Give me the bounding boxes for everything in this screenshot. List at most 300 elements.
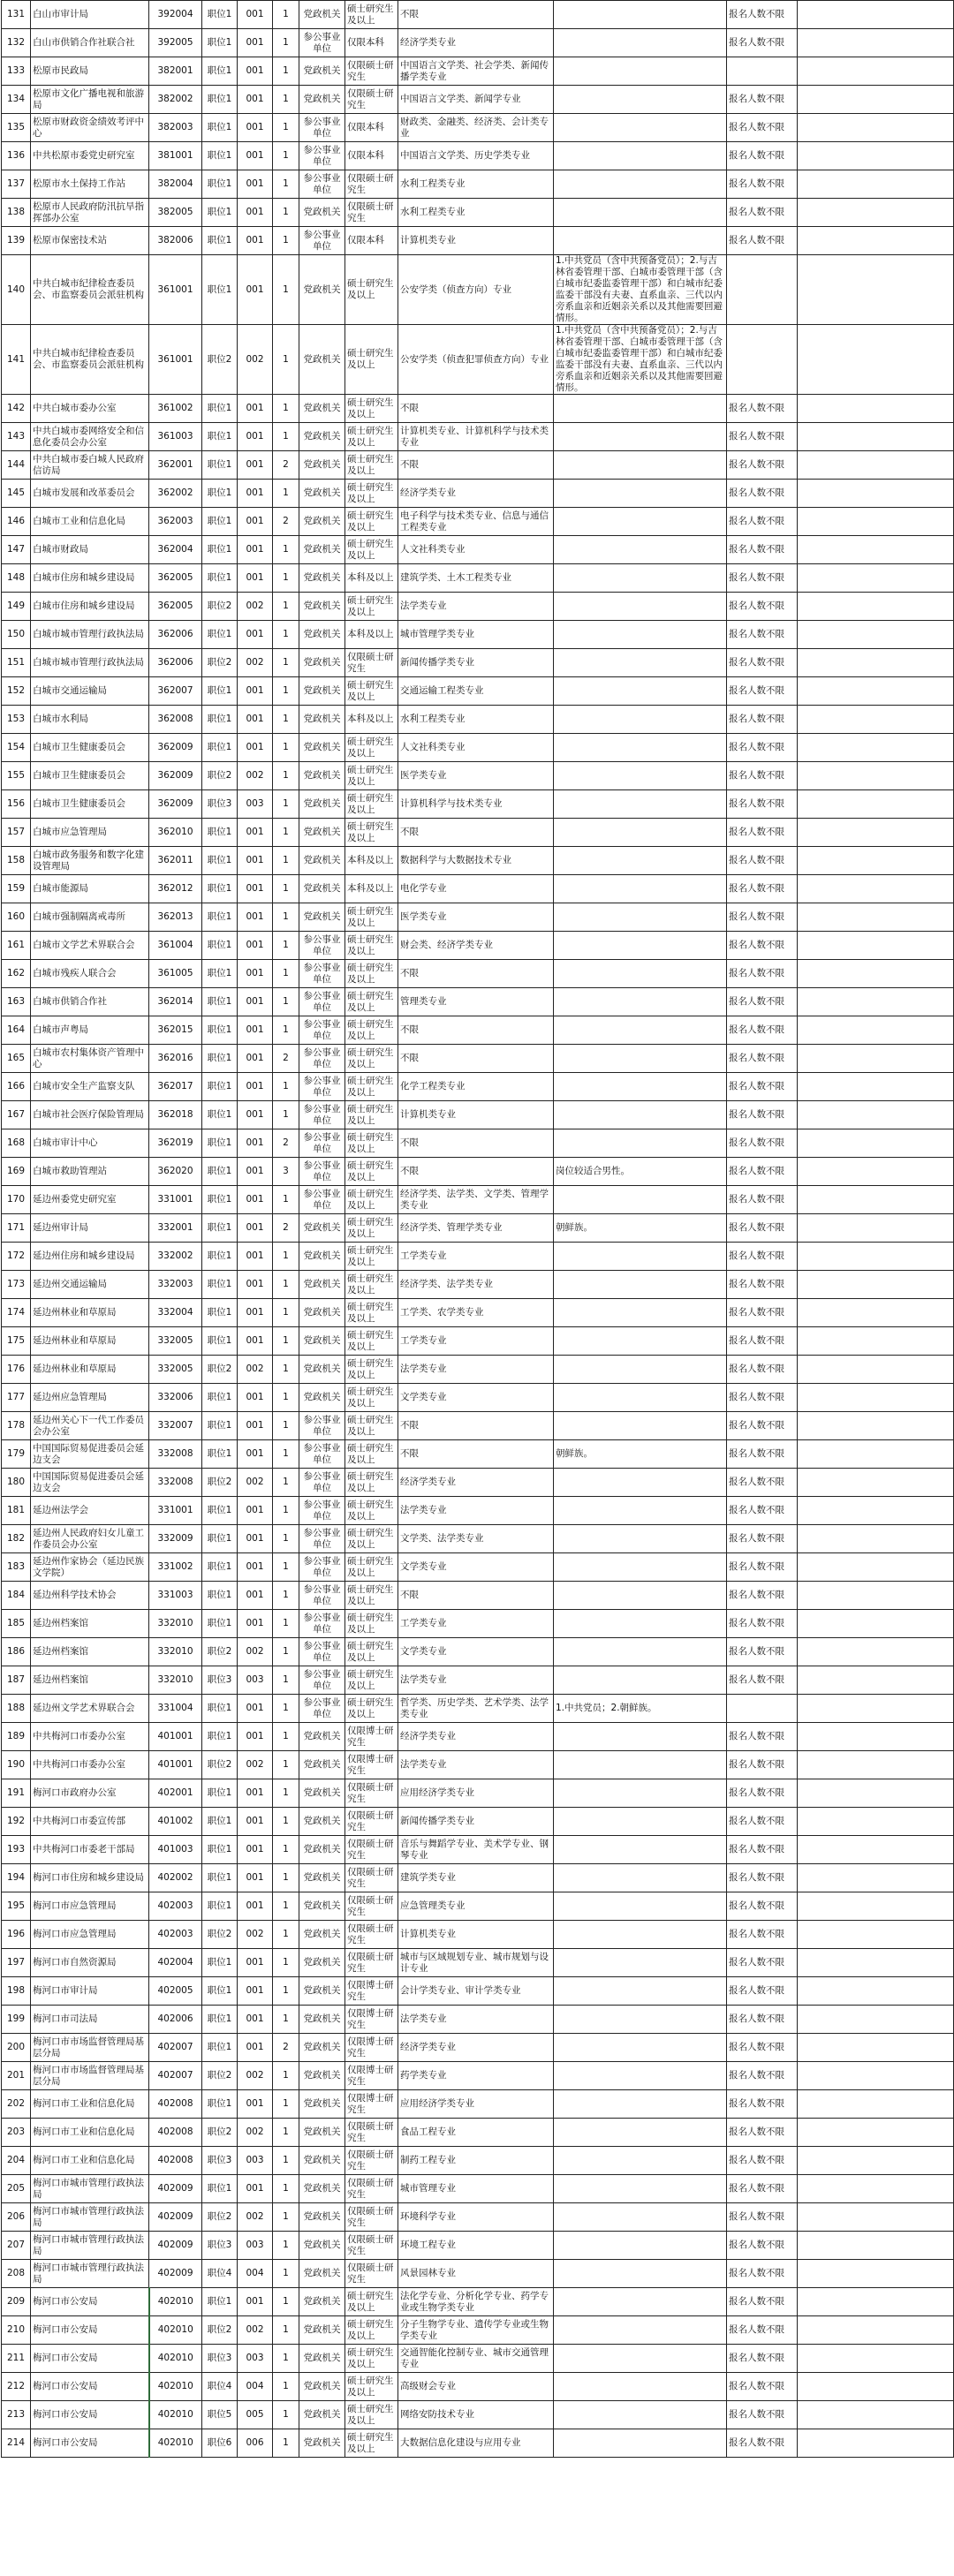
table-cell: 党政机关 bbox=[299, 480, 345, 508]
table-cell: 001 bbox=[238, 1016, 273, 1045]
table-cell: 财政类、金融类、经济类、会计类专业 bbox=[398, 114, 554, 142]
table-cell bbox=[727, 325, 798, 395]
table-row bbox=[2, 621, 954, 649]
table-cell bbox=[798, 2090, 954, 2119]
table-cell: 职位1 bbox=[202, 142, 238, 170]
table-cell: 职位1 bbox=[202, 960, 238, 988]
table-cell: 报名人数不限 bbox=[727, 2203, 798, 2232]
table-cell: 001 bbox=[238, 1214, 273, 1243]
table-cell: 1 bbox=[273, 819, 299, 847]
table-cell: 001 bbox=[238, 1440, 273, 1469]
table-cell: 职位1 bbox=[202, 57, 238, 86]
table-cell: 职位1 bbox=[202, 480, 238, 508]
table-cell: 参公事业单位 bbox=[299, 1553, 345, 1582]
table-cell: 402009 bbox=[149, 2203, 202, 2232]
table-cell bbox=[554, 1638, 727, 1666]
table-cell: 硕士研究生及以上 bbox=[345, 1412, 398, 1440]
table-cell bbox=[554, 762, 727, 790]
table-cell bbox=[798, 875, 954, 903]
table-cell: 2 bbox=[273, 508, 299, 536]
table-cell: 白城市救助管理站 bbox=[31, 1158, 149, 1186]
table-row bbox=[2, 536, 954, 564]
table-cell bbox=[798, 227, 954, 255]
table-cell: 报名人数不限 bbox=[727, 1582, 798, 1610]
table-cell: 不限 bbox=[398, 451, 554, 480]
table-cell: 仅限硕士研究生 bbox=[345, 649, 398, 677]
table-cell: 环境科学专业 bbox=[398, 2203, 554, 2232]
table-cell: 001 bbox=[238, 1864, 273, 1892]
table-cell: 001 bbox=[238, 57, 273, 86]
table-cell: 1 bbox=[273, 1016, 299, 1045]
table-cell: 城市管理学类专业 bbox=[398, 621, 554, 649]
table-row bbox=[2, 1045, 954, 1073]
table-cell: 报名人数不限 bbox=[727, 199, 798, 227]
table-cell: 1 bbox=[273, 227, 299, 255]
table-cell: 362014 bbox=[149, 988, 202, 1016]
table-cell: 工学类、农学类专业 bbox=[398, 1299, 554, 1327]
table-cell: 402010 bbox=[149, 2345, 202, 2373]
table-row bbox=[2, 2203, 954, 2232]
table-row bbox=[2, 395, 954, 423]
table-cell: 1 bbox=[273, 2401, 299, 2429]
table-cell: 141 bbox=[2, 325, 31, 395]
table-cell: 职位1 bbox=[202, 1836, 238, 1864]
table-cell: 硕士研究生及以上 bbox=[345, 1384, 398, 1412]
table-cell: 白城市住房和城乡建设局 bbox=[31, 593, 149, 621]
table-cell: 风景园林专业 bbox=[398, 2260, 554, 2288]
table-cell: 332008 bbox=[149, 1469, 202, 1497]
table-cell: 382005 bbox=[149, 199, 202, 227]
table-cell: 白城市强制隔离戒毒所 bbox=[31, 903, 149, 932]
table-cell: 382003 bbox=[149, 114, 202, 142]
table-cell: 党政机关 bbox=[299, 2260, 345, 2288]
table-cell: 402009 bbox=[149, 2175, 202, 2203]
table-cell: 402004 bbox=[149, 1949, 202, 1977]
table-cell: 党政机关 bbox=[299, 1808, 345, 1836]
table-cell bbox=[798, 847, 954, 875]
table-cell: 计算机类专业 bbox=[398, 227, 554, 255]
table-row bbox=[2, 1779, 954, 1808]
table-cell: 1 bbox=[273, 57, 299, 86]
table-row bbox=[2, 1751, 954, 1779]
table-cell: 2 bbox=[273, 1214, 299, 1243]
table-cell bbox=[554, 1723, 727, 1751]
table-cell bbox=[554, 2260, 727, 2288]
table-cell: 报名人数不限 bbox=[727, 2401, 798, 2429]
table-cell bbox=[798, 1836, 954, 1864]
table-cell: 001 bbox=[238, 395, 273, 423]
table-cell: 医学类专业 bbox=[398, 903, 554, 932]
table-cell: 梅河口市城市管理行政执法局 bbox=[31, 2232, 149, 2260]
table-cell: 仅限硕士研究生 bbox=[345, 86, 398, 114]
table-cell: 仅限硕士研究生 bbox=[345, 2175, 398, 2203]
table-cell: 职位1 bbox=[202, 1864, 238, 1892]
table-cell bbox=[554, 1356, 727, 1384]
table-cell: 参公事业单位 bbox=[299, 170, 345, 199]
table-cell: 报名人数不限 bbox=[727, 2147, 798, 2175]
table-cell: 参公事业单位 bbox=[299, 1469, 345, 1497]
table-cell: 硕士研究生及以上 bbox=[345, 1214, 398, 1243]
table-cell: 1 bbox=[273, 2316, 299, 2345]
table-cell: 1 bbox=[273, 621, 299, 649]
table-cell: 硕士研究生及以上 bbox=[345, 1469, 398, 1497]
table-row bbox=[2, 1129, 954, 1158]
table-cell: 职位1 bbox=[202, 1695, 238, 1723]
table-cell: 党政机关 bbox=[299, 2175, 345, 2203]
table-cell: 145 bbox=[2, 480, 31, 508]
table-cell: 报名人数不限 bbox=[727, 1243, 798, 1271]
table-cell: 报名人数不限 bbox=[727, 706, 798, 734]
table-row bbox=[2, 2090, 954, 2119]
table-cell: 006 bbox=[238, 2429, 273, 2458]
table-cell: 002 bbox=[238, 2062, 273, 2090]
table-row bbox=[2, 2062, 954, 2090]
table-row bbox=[2, 819, 954, 847]
table-cell: 党政机关 bbox=[299, 1864, 345, 1892]
table-cell bbox=[798, 1808, 954, 1836]
table-cell: 205 bbox=[2, 2175, 31, 2203]
table-cell: 硕士研究生及以上 bbox=[345, 1327, 398, 1356]
table-cell: 电子科学与技术类专业、信息与通信工程类专业 bbox=[398, 508, 554, 536]
table-cell: 报名人数不限 bbox=[727, 2260, 798, 2288]
table-cell: 002 bbox=[238, 2203, 273, 2232]
table-cell: 1 bbox=[273, 142, 299, 170]
table-cell: 白城市水利局 bbox=[31, 706, 149, 734]
table-row bbox=[2, 1808, 954, 1836]
table-cell bbox=[554, 86, 727, 114]
table-cell: 报名人数不限 bbox=[727, 2288, 798, 2316]
table-cell: 402006 bbox=[149, 2006, 202, 2034]
table-cell: 001 bbox=[238, 1101, 273, 1129]
table-cell: 职位1 bbox=[202, 423, 238, 451]
table-cell: 水利工程类专业 bbox=[398, 199, 554, 227]
table-cell: 延边州人民政府妇女儿童工作委员会办公室 bbox=[31, 1525, 149, 1553]
table-row bbox=[2, 1186, 954, 1214]
table-cell: 报名人数不限 bbox=[727, 1356, 798, 1384]
table-cell: 党政机关 bbox=[299, 2373, 345, 2401]
table-cell bbox=[798, 1582, 954, 1610]
table-cell: 报名人数不限 bbox=[727, 1525, 798, 1553]
table-cell: 中国国际贸易促进委员会延边支会 bbox=[31, 1469, 149, 1497]
table-cell: 135 bbox=[2, 114, 31, 142]
table-cell: 仅限本科 bbox=[345, 29, 398, 57]
table-cell bbox=[798, 988, 954, 1016]
table-cell bbox=[554, 1101, 727, 1129]
table-cell: 党政机关 bbox=[299, 2090, 345, 2119]
table-cell: 001 bbox=[238, 536, 273, 564]
table-cell bbox=[798, 29, 954, 57]
table-cell: 党政机关 bbox=[299, 564, 345, 593]
table-cell bbox=[554, 621, 727, 649]
table-cell bbox=[798, 451, 954, 480]
table-cell: 硕士研究生及以上 bbox=[345, 1553, 398, 1582]
table-cell: 职位1 bbox=[202, 1723, 238, 1751]
table-cell: 210 bbox=[2, 2316, 31, 2345]
table-cell: 报名人数不限 bbox=[727, 2429, 798, 2458]
table-cell: 1.中共党员（含中共预备党员）；2.与吉林省委管理干部、白城市委管理干部（含白城市纪委监委管理干部）和白城市纪委监委干部没有夫妻、直系血亲、三代以内旁系血亲和近姻亲关系以及其他需要回避情形。 bbox=[554, 325, 727, 395]
table-cell: 职位1 bbox=[202, 1412, 238, 1440]
table-cell: 001 bbox=[238, 875, 273, 903]
table-row bbox=[2, 1695, 954, 1723]
table-cell: 白城市发展和改革委员会 bbox=[31, 480, 149, 508]
table-cell: 1 bbox=[273, 2203, 299, 2232]
table-cell: 职位3 bbox=[202, 790, 238, 819]
table-cell: 梅河口市公安局 bbox=[31, 2429, 149, 2458]
table-row bbox=[2, 564, 954, 593]
table-cell: 332005 bbox=[149, 1356, 202, 1384]
table-cell: 332003 bbox=[149, 1271, 202, 1299]
table-cell: 1 bbox=[273, 423, 299, 451]
table-cell: 332008 bbox=[149, 1440, 202, 1469]
table-cell: 职位1 bbox=[202, 1779, 238, 1808]
table-cell: 报名人数不限 bbox=[727, 1440, 798, 1469]
table-cell: 党政机关 bbox=[299, 1214, 345, 1243]
table-cell bbox=[554, 1412, 727, 1440]
table-cell: 2 bbox=[273, 451, 299, 480]
table-cell: 159 bbox=[2, 875, 31, 903]
table-cell: 硕士研究生及以上 bbox=[345, 593, 398, 621]
table-cell: 梅河口市司法局 bbox=[31, 2006, 149, 2034]
table-cell: 梅河口市工业和信息化局 bbox=[31, 2090, 149, 2119]
table-cell: 402010 bbox=[149, 2316, 202, 2345]
table-cell: 1 bbox=[273, 564, 299, 593]
table-cell bbox=[554, 706, 727, 734]
table-cell: 392004 bbox=[149, 1, 202, 29]
table-cell bbox=[798, 57, 954, 86]
table-cell: 402010 bbox=[149, 2373, 202, 2401]
table-cell: 362009 bbox=[149, 734, 202, 762]
table-cell: 报名人数不限 bbox=[727, 1638, 798, 1666]
table-cell bbox=[554, 1243, 727, 1271]
table-cell: 延边州林业和草原局 bbox=[31, 1327, 149, 1356]
table-cell bbox=[798, 1016, 954, 1045]
table-cell: 党政机关 bbox=[299, 86, 345, 114]
table-cell bbox=[798, 790, 954, 819]
table-cell: 梅河口市公安局 bbox=[31, 2345, 149, 2373]
table-cell: 梅河口市公安局 bbox=[31, 2401, 149, 2429]
table-cell: 报名人数不限 bbox=[727, 2090, 798, 2119]
table-cell: 报名人数不限 bbox=[727, 1129, 798, 1158]
table-cell: 报名人数不限 bbox=[727, 1808, 798, 1836]
table-cell bbox=[798, 1638, 954, 1666]
table-row bbox=[2, 1073, 954, 1101]
table-cell: 报名人数不限 bbox=[727, 1921, 798, 1949]
table-cell bbox=[554, 1751, 727, 1779]
table-cell: 白城市住房和城乡建设局 bbox=[31, 564, 149, 593]
table-cell bbox=[798, 1158, 954, 1186]
table-cell: 延边州林业和草原局 bbox=[31, 1356, 149, 1384]
table-cell: 001 bbox=[238, 451, 273, 480]
table-cell bbox=[798, 2260, 954, 2288]
table-cell: 报名人数不限 bbox=[727, 1214, 798, 1243]
table-cell bbox=[554, 480, 727, 508]
table-row bbox=[2, 875, 954, 903]
table-row bbox=[2, 1016, 954, 1045]
table-cell: 职位1 bbox=[202, 2288, 238, 2316]
table-cell: 职位1 bbox=[202, 2006, 238, 2034]
table-cell: 参公事业单位 bbox=[299, 960, 345, 988]
table-cell: 1 bbox=[273, 790, 299, 819]
table-cell: 参公事业单位 bbox=[299, 988, 345, 1016]
table-cell: 职位1 bbox=[202, 536, 238, 564]
table-cell: 新闻传播学类专业 bbox=[398, 1808, 554, 1836]
table-cell: 001 bbox=[238, 2006, 273, 2034]
table-row bbox=[2, 2034, 954, 2062]
table-cell: 公安学类（侦查方向）专业 bbox=[398, 255, 554, 325]
table-cell: 应用经济学类专业 bbox=[398, 1779, 554, 1808]
table-cell: 002 bbox=[238, 1638, 273, 1666]
table-cell: 职位1 bbox=[202, 1808, 238, 1836]
table-cell: 001 bbox=[238, 1497, 273, 1525]
table-cell: 197 bbox=[2, 1949, 31, 1977]
table-cell: 职位1 bbox=[202, 395, 238, 423]
table-cell bbox=[798, 2345, 954, 2373]
table-cell: 音乐与舞蹈学专业、美术学专业、钢琴专业 bbox=[398, 1836, 554, 1864]
table-cell: 362010 bbox=[149, 819, 202, 847]
table-cell bbox=[798, 1412, 954, 1440]
table-cell: 白城市社会医疗保险管理局 bbox=[31, 1101, 149, 1129]
table-cell: 报名人数不限 bbox=[727, 903, 798, 932]
table-cell: 法学类专业 bbox=[398, 2006, 554, 2034]
table-cell bbox=[798, 2006, 954, 2034]
table-cell: 194 bbox=[2, 1864, 31, 1892]
table-cell bbox=[554, 2034, 727, 2062]
table-cell: 应急管理类专业 bbox=[398, 1892, 554, 1921]
table-row bbox=[2, 1327, 954, 1356]
table-cell: 001 bbox=[238, 1525, 273, 1553]
table-cell bbox=[554, 734, 727, 762]
table-cell bbox=[798, 1186, 954, 1214]
table-cell bbox=[554, 1186, 727, 1214]
table-cell: 职位2 bbox=[202, 2062, 238, 2090]
table-cell: 151 bbox=[2, 649, 31, 677]
table-cell: 204 bbox=[2, 2147, 31, 2175]
table-cell: 梅河口市城市管理行政执法局 bbox=[31, 2260, 149, 2288]
table-cell: 党政机关 bbox=[299, 903, 345, 932]
table-cell: 1 bbox=[273, 1356, 299, 1384]
table-cell: 硕士研究生及以上 bbox=[345, 2345, 398, 2373]
table-cell: 002 bbox=[238, 325, 273, 395]
table-cell: 仅限硕士研究生 bbox=[345, 2203, 398, 2232]
table-cell: 1 bbox=[273, 325, 299, 395]
table-cell: 157 bbox=[2, 819, 31, 847]
table-cell: 001 bbox=[238, 227, 273, 255]
table-cell bbox=[554, 1949, 727, 1977]
table-cell bbox=[554, 142, 727, 170]
table-cell: 中共梅河口市委办公室 bbox=[31, 1723, 149, 1751]
table-cell: 松原市水土保持工作站 bbox=[31, 170, 149, 199]
table-cell: 职位2 bbox=[202, 649, 238, 677]
table-cell: 003 bbox=[238, 1666, 273, 1695]
table-cell: 党政机关 bbox=[299, 790, 345, 819]
table-cell: 党政机关 bbox=[299, 1, 345, 29]
table-cell: 报名人数不限 bbox=[727, 227, 798, 255]
table-cell: 1 bbox=[273, 1808, 299, 1836]
table-cell: 白城市工业和信息化局 bbox=[31, 508, 149, 536]
table-cell: 职位6 bbox=[202, 2429, 238, 2458]
table-cell bbox=[554, 1497, 727, 1525]
table-cell: 职位1 bbox=[202, 227, 238, 255]
table-cell bbox=[798, 2401, 954, 2429]
table-cell: 硕士研究生及以上 bbox=[345, 536, 398, 564]
table-cell: 001 bbox=[238, 988, 273, 1016]
table-cell: 191 bbox=[2, 1779, 31, 1808]
table-cell: 1 bbox=[273, 2090, 299, 2119]
table-cell: 报名人数不限 bbox=[727, 1836, 798, 1864]
table-cell: 白城市审计中心 bbox=[31, 1129, 149, 1158]
table-cell: 硕士研究生及以上 bbox=[345, 903, 398, 932]
table-cell: 化学工程类专业 bbox=[398, 1073, 554, 1101]
table-cell: 报名人数不限 bbox=[727, 932, 798, 960]
table-cell: 报名人数不限 bbox=[727, 2232, 798, 2260]
table-cell: 报名人数不限 bbox=[727, 86, 798, 114]
table-cell: 401001 bbox=[149, 1751, 202, 1779]
table-row bbox=[2, 57, 954, 86]
table-cell: 001 bbox=[238, 819, 273, 847]
table-row bbox=[2, 1921, 954, 1949]
table-cell: 报名人数不限 bbox=[727, 1497, 798, 1525]
table-cell: 1 bbox=[273, 1553, 299, 1582]
table-cell bbox=[798, 423, 954, 451]
table-cell: 中共白城市委白城人民政府信访局 bbox=[31, 451, 149, 480]
table-cell: 白城市交通运输局 bbox=[31, 677, 149, 706]
table-cell: 332010 bbox=[149, 1610, 202, 1638]
table-cell: 1 bbox=[273, 847, 299, 875]
table-cell: 党政机关 bbox=[299, 2288, 345, 2316]
table-cell: 2 bbox=[273, 1129, 299, 1158]
table-cell bbox=[798, 325, 954, 395]
table-cell bbox=[554, 1610, 727, 1638]
table-cell: 硕士研究生及以上 bbox=[345, 988, 398, 1016]
table-cell: 硕士研究生及以上 bbox=[345, 395, 398, 423]
table-cell: 党政机关 bbox=[299, 2119, 345, 2147]
table-row bbox=[2, 199, 954, 227]
table-cell: 硕士研究生及以上 bbox=[345, 1073, 398, 1101]
table-cell: 中国语言文学类、历史学类专业 bbox=[398, 142, 554, 170]
table-cell: 180 bbox=[2, 1469, 31, 1497]
table-cell bbox=[554, 114, 727, 142]
table-cell: 001 bbox=[238, 1695, 273, 1723]
table-cell: 1 bbox=[273, 1977, 299, 2006]
table-cell bbox=[798, 706, 954, 734]
table-cell bbox=[798, 1751, 954, 1779]
table-cell bbox=[798, 1666, 954, 1695]
table-cell: 报名人数不限 bbox=[727, 1610, 798, 1638]
table-cell: 144 bbox=[2, 451, 31, 480]
table-cell: 1 bbox=[273, 1892, 299, 1921]
table-cell: 会计学类专业、审计学类专业 bbox=[398, 1977, 554, 2006]
table-cell: 党政机关 bbox=[299, 706, 345, 734]
table-cell: 党政机关 bbox=[299, 1271, 345, 1299]
table-cell: 报名人数不限 bbox=[727, 988, 798, 1016]
table-cell: 332010 bbox=[149, 1638, 202, 1666]
table-cell: 153 bbox=[2, 706, 31, 734]
table-cell: 仅限硕士研究生 bbox=[345, 1921, 398, 1949]
table-cell: 报名人数不限 bbox=[727, 1553, 798, 1582]
table-cell bbox=[798, 2232, 954, 2260]
table-cell: 岗位较适合男性。 bbox=[554, 1158, 727, 1186]
table-cell: 计算机类专业 bbox=[398, 1921, 554, 1949]
table-cell: 仅限硕士研究生 bbox=[345, 1836, 398, 1864]
table-cell: 建筑学类专业 bbox=[398, 1864, 554, 1892]
table-cell: 梅河口市市场监督管理局基层分局 bbox=[31, 2062, 149, 2090]
table-cell: 报名人数不限 bbox=[727, 790, 798, 819]
table-cell: 职位1 bbox=[202, 1016, 238, 1045]
table-cell: 硕士研究生及以上 bbox=[345, 1243, 398, 1271]
table-cell: 中共梅河口市委宣传部 bbox=[31, 1808, 149, 1836]
table-cell: 报名人数不限 bbox=[727, 1723, 798, 1751]
table-cell: 163 bbox=[2, 988, 31, 1016]
